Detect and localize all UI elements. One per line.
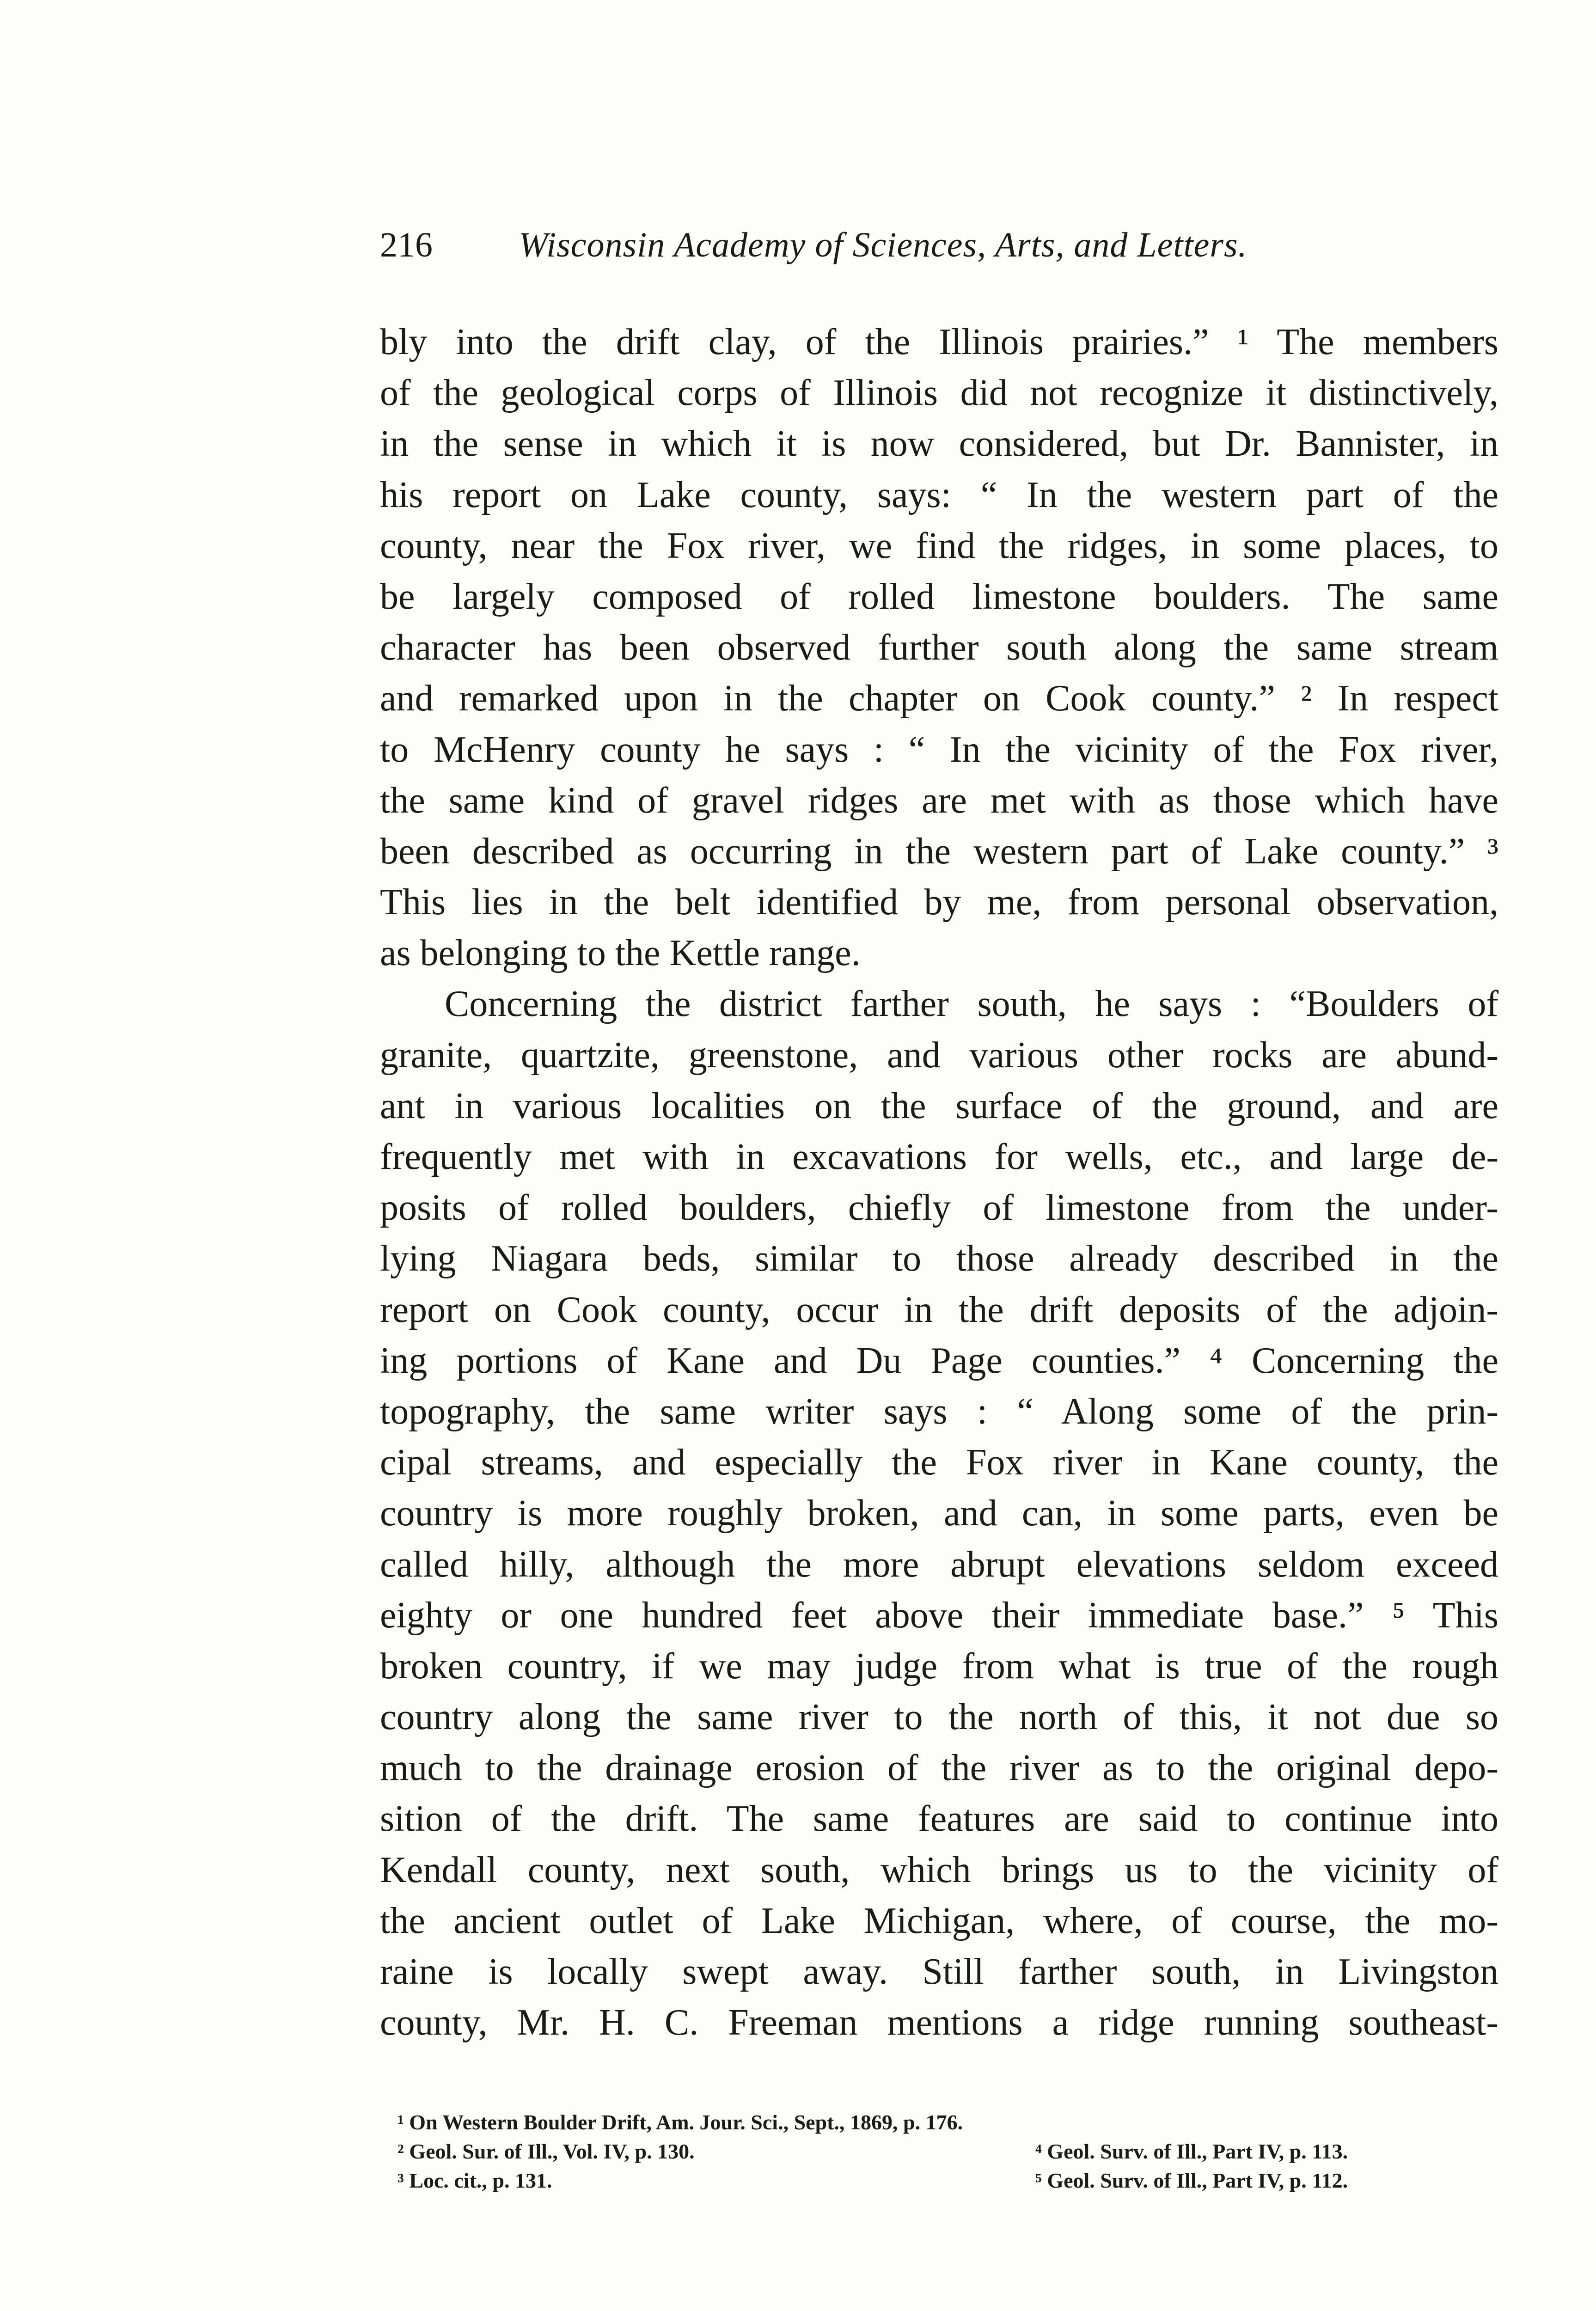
- body-line: Concerning the district farther south, he says : “Boulders of: [445, 984, 1498, 1025]
- body-line: as belonging to the Kettle range.: [380, 933, 861, 974]
- footnote-3: ³ Loc. cit., p. 131.: [397, 2169, 552, 2192]
- body-line: raine is locally swept away. Still farther south, in Livingston: [380, 1951, 1498, 1992]
- body-line: frequently met with in excavations for wells, etc., and large de-: [380, 1137, 1498, 1177]
- body-line: Kendall county, next south, which brings us to the vicinity of: [380, 1849, 1498, 1890]
- body-text: [380, 317, 1498, 2048]
- body-line: character has been observed further south along the same stream: [380, 627, 1498, 668]
- footnote-2: ² Geol. Sur. of Ill., Vol. IV, p. 130.: [397, 2140, 695, 2163]
- footnote-row: [397, 2137, 1507, 2166]
- page-header: [380, 217, 1517, 273]
- body-line: eighty or one hundred feet above their immediate base.” ⁵ This: [380, 1595, 1498, 1636]
- body-line: country is more roughly broken, and can, in some parts, even be: [380, 1493, 1498, 1534]
- body-line: country along the same river to the north of this, it not due so: [380, 1697, 1498, 1738]
- footnote-row: [397, 2166, 1507, 2195]
- body-line: to McHenry county he says : “ In the vicinity of the Fox river,: [380, 729, 1498, 770]
- body-line: ing portions of Kane and Du Page counties.” ⁴ Concerning the: [380, 1340, 1498, 1381]
- footnotes: [397, 2108, 1507, 2195]
- body-line: cipal streams, and especially the Fox river in Kane county, the: [380, 1442, 1498, 1483]
- running-head: Wisconsin Academy of Sciences, Arts, and Letters.: [519, 226, 1247, 264]
- body-line: topography, the same writer says : “ Along some of the prin-: [380, 1391, 1498, 1432]
- body-line: in the sense in which it is now considered, but Dr. Bannister, in: [380, 423, 1498, 465]
- body-line: the ancient outlet of Lake Michigan, where, of course, the mo-: [380, 1900, 1498, 1941]
- body-line: report on Cook county, occur in the drift deposits of the adjoin-: [380, 1289, 1498, 1330]
- body-line: ant in various localities on the surface of the ground, and are: [380, 1085, 1498, 1126]
- body-line: lying Niagara beds, similar to those already described in the: [380, 1238, 1498, 1279]
- body-line: and remarked upon in the chapter on Cook county.” ² In respect: [380, 678, 1498, 719]
- body-line: much to the drainage erosion of the river as to the original depo-: [380, 1748, 1498, 1789]
- body-line: This lies in the belt identified by me, from personal observation,: [380, 882, 1498, 923]
- footnote-5: ⁵ Geol. Surv. of Ill., Part IV, p. 112.: [1035, 2169, 1348, 2192]
- footnote-1: ¹ On Western Boulder Drift, Am. Jour. Sci., Sept., 1869, p. 176.: [397, 2110, 963, 2134]
- body-line: county, near the Fox river, we find the ridges, in some places, to: [380, 525, 1498, 566]
- body-line: sition of the drift. The same features are said to continue into: [380, 1798, 1498, 1840]
- body-line: bly into the drift clay, of the Illinois prairies.” ¹ The members: [380, 322, 1498, 362]
- body-line: of the geological corps of Illinois did not recognize it distinctively,: [380, 373, 1498, 414]
- body-line: the same kind of gravel ridges are met with as those which have: [380, 780, 1498, 821]
- footnote-row: [397, 2108, 1507, 2137]
- body-line: broken country, if we may judge from what is true of the rough: [380, 1645, 1498, 1687]
- page-number: 216: [380, 226, 433, 264]
- body-line: been described as occurring in the western part of Lake county.” ³: [380, 831, 1498, 872]
- body-line: posits of rolled boulders, chiefly of limestone from the under-: [380, 1187, 1498, 1229]
- body-line: be largely composed of rolled limestone boulders. The same: [380, 576, 1498, 617]
- body-line: granite, quartzite, greenstone, and various other rocks are abund-: [380, 1034, 1498, 1076]
- body-line: his report on Lake county, says: “ In the western part of the: [380, 474, 1498, 515]
- body-line: county, Mr. H. C. Freeman mentions a ridge running southeast-: [380, 2002, 1498, 2043]
- footnote-4: ⁴ Geol. Surv. of Ill., Part IV, p. 113.: [1035, 2140, 1348, 2163]
- body-line: called hilly, although the more abrupt elevations seldom exceed: [380, 1544, 1498, 1585]
